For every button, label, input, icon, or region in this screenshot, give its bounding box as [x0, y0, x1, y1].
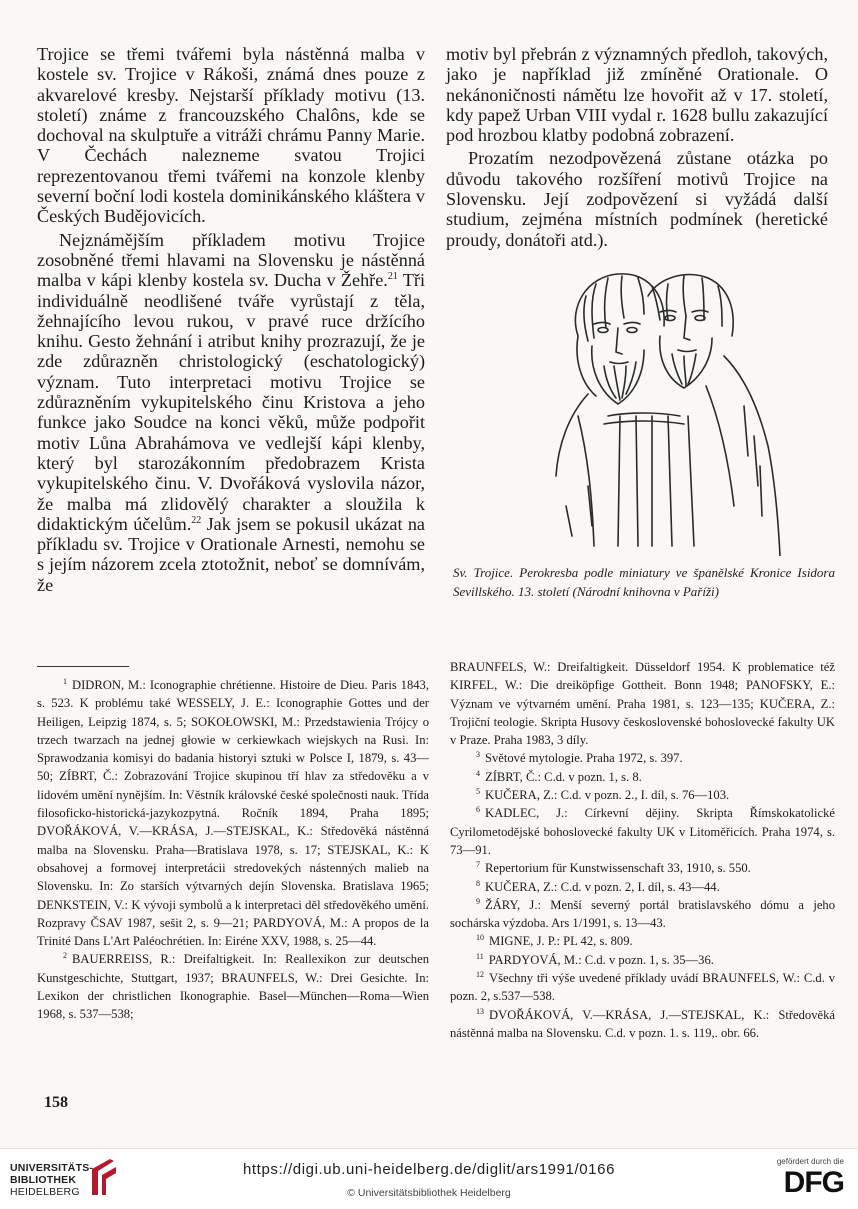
footnote-ref[interactable]: 22 [191, 514, 202, 526]
footnote-item: $^5$ KUČERA, Z.: C.d. v pozn. 2., I. díl, s. 76—103. [476, 787, 730, 803]
footnote-item: $^{12}$ Všechny tři výše uvedené příklady uvádí BRAUNFELS, W.: C.d. v pozn. 2, s.537—538. [450, 970, 835, 1004]
figure-caption: Sv. Trojice. Perokresba podle miniatury ve španělské Kronice Isidora Sevillského. 13. století (Národní knihovna v Paříži) [453, 565, 835, 599]
footnote-ref[interactable]: 21 [387, 271, 398, 283]
funding-label: gefördert durch die [776, 1157, 844, 1166]
paragraph: Trojice se třemi tvářemi byla nástěnná malba v kostele sv. Trojice v Rákoši, známá dnes pouze z akvarelové kresby. Nejstarší příklady motivu (13. století) známe z francouzského Chalôns, kde se dochoval na skulptuře a vitráži chrámu Panny Marie. V Čechách nalezneme svatou Trojici reprezentovanou třemi tvářemi na konzole klenby severní boční lodi kostela dominikánského kláštera v Českých Budějovicích. [37, 44, 425, 227]
permalink-url[interactable]: https://digi.ub.uni-heidelberg.de/diglit/ars1991/0166 [242, 1161, 616, 1178]
footnote-item: $^8$ KUČERA, Z.: C.d. v pozn. 2, I. díl, s. 43—44. [476, 878, 720, 894]
footnote-item: $^{13}$ DVOŘÁKOVÁ, V.—KRÁSA, J.—STEJSKAL, K.: Středověká nástěnná malba na Slovensku. C.d. v pozn. 1. s. 119,. obr. 66. [450, 1006, 835, 1040]
footnote-item: $^{11}$ PARDYOVÁ, M.: C.d. v pozn. 1, s. 35—36. [476, 951, 714, 967]
copyright-notice: © Universitätsbibliothek Heidelberg [347, 1187, 511, 1199]
dfg-logo[interactable]: DFG [783, 1166, 844, 1199]
footnote-item: $^6$ KADLEC, J.: Církevní dějiny. Skripta Římskokatolické Cyrilometodějské bohoslovecké fakulty UK v Litoměřicích. Praha 1974, s. 73—91. [450, 805, 835, 857]
main-text-right-column [446, 44, 828, 250]
library-logo[interactable]: UNIVERSITÄTS- BIBLIOTHEK HEIDELBERG [10, 1162, 94, 1198]
footnote-item: $^4$ ZÍBRT, Č.: C.d. v pozn. 1, s. 8. [476, 768, 642, 784]
paragraph: Prozatím nezodpovězená zůstane otázka po důvodu takového rozšíření motivů Trojice na Slovensku. Její zodpovězení si vyžádá další studium, zejména místních podmínek (heretické proudy, donátoři atd.). [446, 148, 828, 250]
page-number: 158 [44, 1094, 68, 1111]
footnote-item: $^9$ ŽÁRY, J.: Menší severný portál bratislavského dómu a jeho sochárska výzdoba. Ars 1/1991, s. 13—43. [450, 896, 835, 931]
footnote-item: $^{10}$ MIGNE, J. P.: PL 42, s. 809. [476, 933, 633, 949]
footnote-item: $^7$ Repertorium für Kunstwissenschaft 33, 1910, s. 550. [476, 860, 751, 876]
footnote-continuation: BRAUNFELS, W.: Dreifaltigkeit. Düsseldorf 1954. K problematice též KIRFEL, W.: Die dreiköpfige Gottheit. Bonn 1948; PANOFSKY, E.: Význam ve výtvarném umění. Praha 1981, s. 123—135; KUČERA, Z.: Trojiční teologie. Skripta Husovy československé bohoslovecké fakulty UK v Praze. Praha 1983, 3 díly. [450, 660, 835, 748]
footnote-item: $^2$ BAUERREISS, R.: Dreifaltigkeit. In: Reallexikon zur deutschen Kunstgeschichte, Stuttgart, 1937; BRAUNFELS, W.: Drei Gesichte. In: Lexikon der christlichen Ikonographie. Basel—München—Roma—Wien 1968, s. 537—538; [37, 951, 429, 1022]
footnotes-left [37, 676, 429, 1024]
paragraph: Nejznámějším příkladem motivu Trojice zosobněné třemi hlavami na Slovensku je nástěnná malba v kápi klenby kostela sv. Ducha v Žehře.$^{21}$ Tři individuálně neodlišené tváře vyrůstají z těla, žehnajícího levou rukou, v pravé ruce držícího knihu. Gesto žehnání i atribut knihy prozrazují, že je zde zdůrazněn christologický (eschatologický) význam. Tuto interpretaci motivu Trojice se zdůrazněním vykupitelského činu Kristova a jeho funkce jako Soudce na konci věků, může podpořit motiv Lůna Abrahámova ve vedlejší kápi klenby, který byl starozákonním předobrazem Krista vykupitelského činu. V. Dvořáková vyslovila názor, že malba má zlidovělý charakter a sloužila k didaktickým účelům.$^{22}$ Jak jsem se pokusil ukázat na příkladu sv. Trojice v Orationale Arnesti, nemohu se s jejím názorem zcela ztotožnit, neboť se domnívám, že [37, 229, 425, 595]
footnote-separator [37, 666, 129, 667]
paragraph: motiv byl přebrán z významných předloh, takových, jako je například již zmíněné Orationale. O nekánoničnosti námětu lze hovořit až v 17. století, kdy papež Urban VIII vydal r. 1628 bullu zakazující pod hrozbou klatby podobná zobrazení. [446, 44, 828, 146]
footnotes-right [450, 658, 835, 1042]
footnote-item: $^1$ DIDRON, M.: Iconographie chrétienne. Histoire de Dieu. Paris 1843, s. 523. K problému také WESSELY, J. E.: Iconographie Gottes und der Heiligen, Leipzig 1874, s. 5; SOKOŁOWSKI, M.: Przedstawienia Trójcy o trzech twarzach na jednej głowie w cerkiewkach wiejskych na Rusi. In: Sprawodzania komisyi do badania historyi sztuki w Polsce I, 1879, s. 43—50; ZÍBRT, Č.: Zobrazování Trojice skupinou tří hlav za středověku a v lidovém umění nynějším. In: Věstník královské české společnosti nauk. Třída filosoficko-historická-jazykozpytná. Ročník 1894, Praha 1895; DVOŘÁKOVÁ, V.—KRÁSA, J.—STEJSKAL, K.: Středověká nástěnná malba na Slovensku. Praha—Bratislava 1978, s. 17; STEJSKAL, K.: K obsahovej a formovej interpretácii stredovekých nástenných malieb na Slovensku. In: Zo starších výtvarných dejín Slovenska. Bratislava 1965; DENKSTEIN, V.: K vývoji symbolů a k interpretaci děl středověkého umění. Rozpravy ČSAV 1987, sešit 2, s. 9—21; PARDYOVÁ, M.: A propos de la Trinité Dans L'Art Paléochrétien. In: Eiréne XXV, 1988, s. 25—44. [37, 677, 429, 949]
viewer-footer [0, 1148, 858, 1209]
footnote-item: $^3$ Světové mytologie. Praha 1972, s. 397. [476, 750, 683, 766]
trinity-drawing-figure [548, 266, 788, 556]
main-text-left-column [37, 44, 425, 595]
